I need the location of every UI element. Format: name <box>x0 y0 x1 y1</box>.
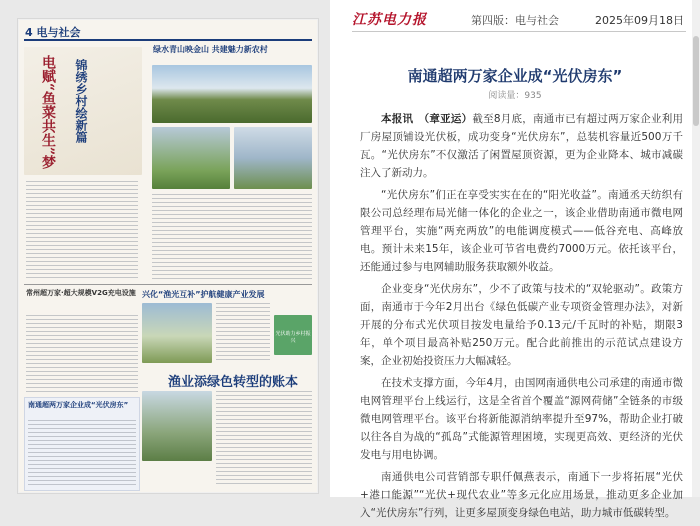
banner-subtitle: 锦绣乡村绘新篇 <box>74 59 88 143</box>
inspection-photo <box>142 303 212 363</box>
byline: 本报讯 （章亚运） <box>381 113 473 125</box>
section-label[interactable]: 第四版：电与社会 <box>471 14 559 27</box>
newspaper-page-thumbnail[interactable] <box>17 18 319 494</box>
article-title: 南通超两万家企业成“光伏房东” <box>407 67 623 85</box>
banner-title: 电赋“鱼菜共生”梦 <box>40 55 56 170</box>
top-story-title: 绿水青山映金山 共建魅力新农村 <box>153 45 268 54</box>
paper-page-label: 4 电与社会 <box>25 26 81 39</box>
paragraph-4: 在技术支撑方面，今年4月，由国网南通供电公司承建的南通市微电网管理平台上线运行，这是全省首个覆盖“源网荷储”全链条的市级微电网管理平台。该平台将新能源消纳率提升至97%，帮助企业打破以往各自为战的“孤岛”式能源管理困境，实现更高效、更经济的光伏发电与用电协调。 <box>360 377 683 461</box>
text-column <box>28 420 136 486</box>
green-tag-text: 光伏助力乡村振兴 <box>275 331 311 344</box>
text-column <box>26 315 138 395</box>
worker-photo <box>142 391 212 461</box>
masthead-logo: 江苏电力报 <box>352 12 427 28</box>
left-story-heading: 常州超万家·超大规模V2G充电设施 <box>26 289 136 297</box>
scrollbar-thumb[interactable] <box>693 36 699 126</box>
text-column <box>216 303 270 363</box>
paragraph-2: “光伏房东”们正在享受实实在在的“阳光收益”。南通丞天纺织有限公司总经理布局光储一体化的企业之一，该企业借助南通市微电网管理平台，实施“两充两放”的电能调度模式——低谷充电、高峰放电。预计未来15年，该企业可节省电费约7000万元。依托该平台，还能通过参与电网辅助服务获取额外收益。 <box>360 189 683 273</box>
article-panel <box>330 0 700 519</box>
section-divider <box>24 284 312 285</box>
article-body <box>360 110 683 526</box>
highlighted-story-title: 南通超两万家企业成“光伏房东” <box>28 401 129 409</box>
scrollbar[interactable] <box>692 0 700 497</box>
highlighted-story-box[interactable] <box>24 397 140 491</box>
paper-header-rule <box>24 39 312 41</box>
text-column <box>152 194 312 279</box>
paragraph-3: 企业变身“光伏房东”，少不了政策与技术的“双轮驱动”。政策方面，南通市于今年2月出台《绿色低碳产业专项资金管理办法》，对新开展的分布式光伏项目按发电量给予0.13元/千瓦时的补贴，期限3年，单个项目最高补贴250万元。配合此前推出的示范试点建设方案，企业初始投资压力大幅减轻。 <box>360 283 683 367</box>
mid-story-title: 兴化“渔光互补”护航健康产业发展 <box>142 290 265 299</box>
pylon-photo <box>234 127 312 189</box>
text-column <box>26 181 138 279</box>
lower-story-title: 渔业添绿色转型的账本 <box>168 375 299 390</box>
solar-field-photo <box>152 65 312 123</box>
greenhouse-photo <box>152 127 230 189</box>
issue-date[interactable]: 2025年09月18日 <box>595 14 684 27</box>
read-count: 阅读量：935 <box>488 91 542 101</box>
paragraph-5: 南通供电公司营销部专职仟佩燕表示，南通下一步将拓展“光伏+港口能源”“光伏+现代农业”等多元化应用场景，推动更多企业加入“光伏房东”行列，让更多屋顶变身绿色电站，助力城市低碳转型。 <box>360 471 683 519</box>
header-divider <box>352 31 686 32</box>
text-column <box>216 391 312 487</box>
paragraph-1: 本报讯 （章亚运）截至8月底，南通市已有超过两万家企业利用厂房屋顶铺设光伏板，成功变身“光伏房东”，总装机容量近500万千瓦。“光伏房东”不仅激活了闲置屋顶资源，更为企业降本、城市减碳注入了新动力。 <box>360 113 683 179</box>
